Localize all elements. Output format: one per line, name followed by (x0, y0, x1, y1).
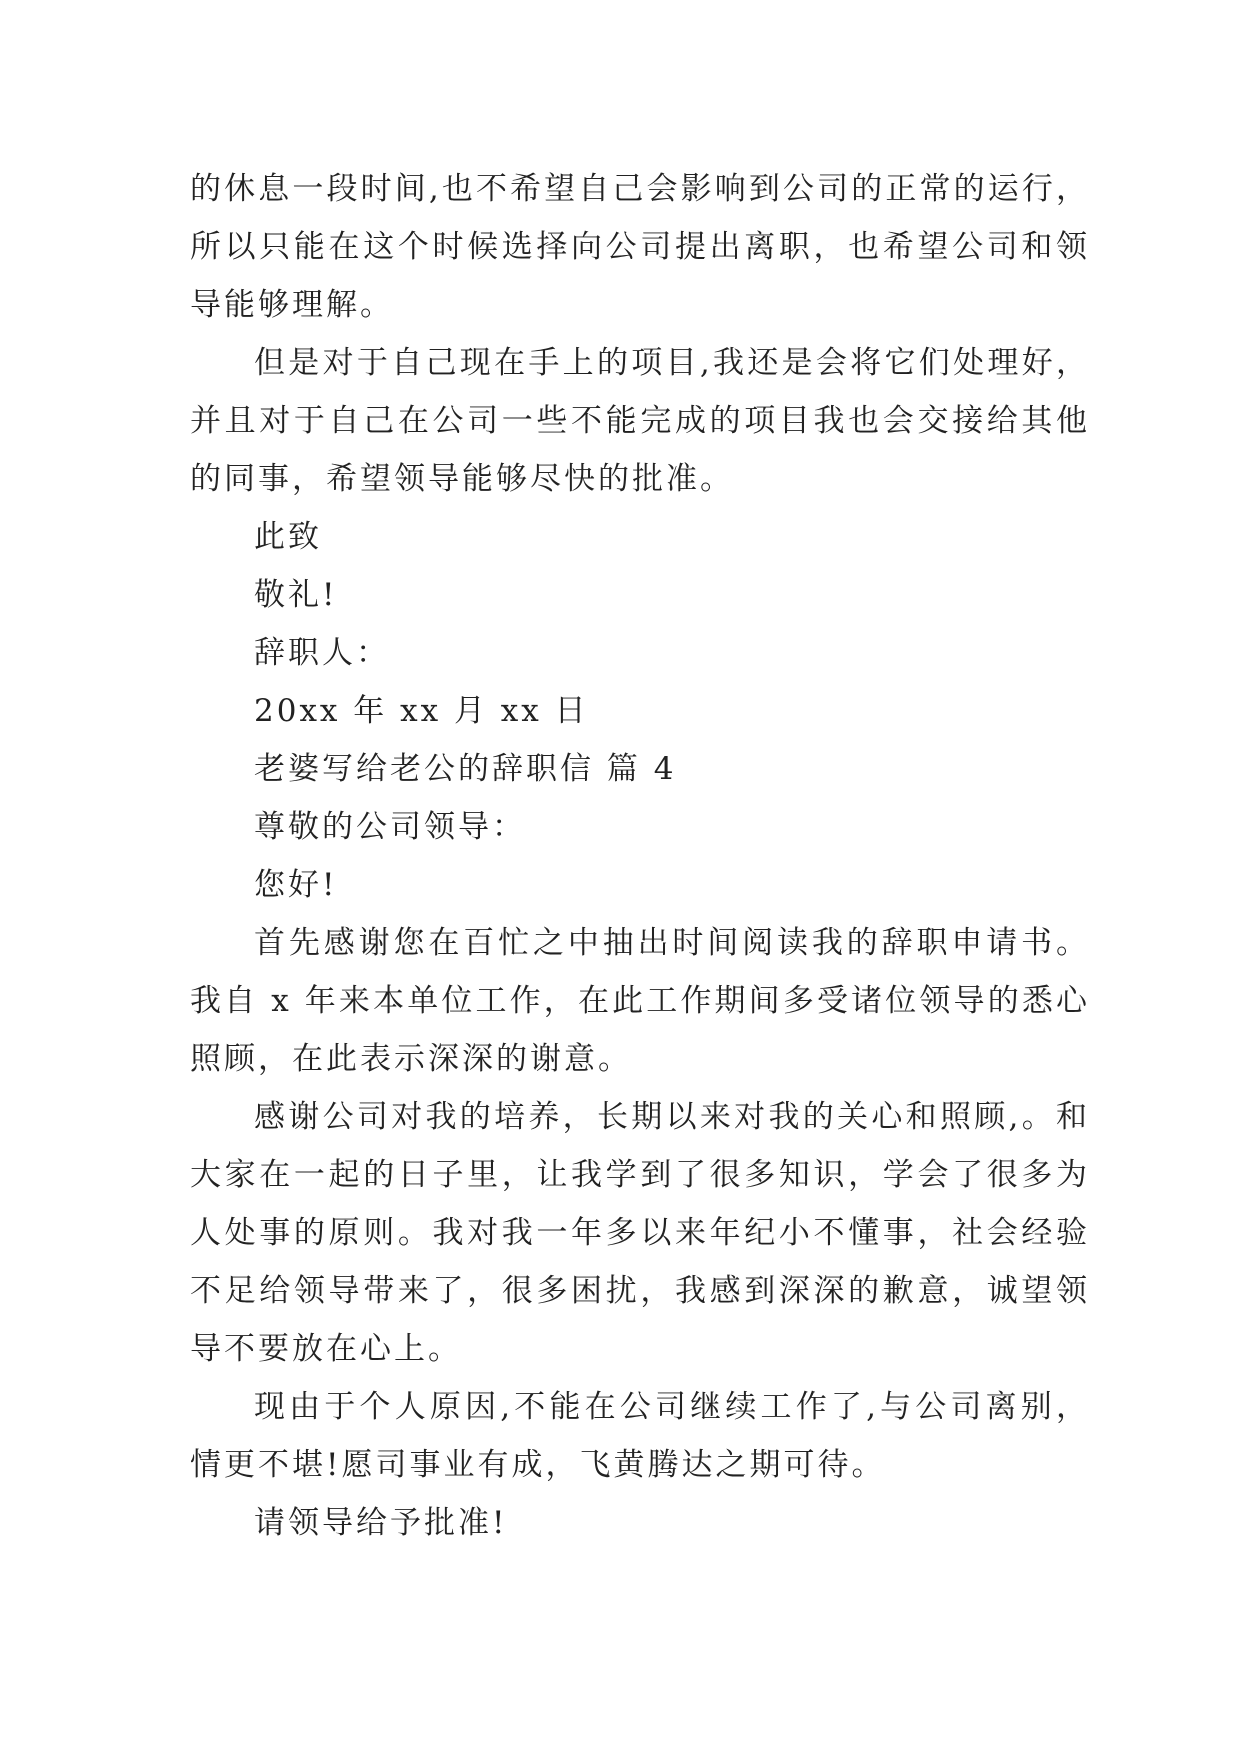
paragraph-thanks: 首先感谢您在百忙之中抽出时间阅读我的辞职申请书。我自 x 年来本单位工作，在此工作期间多受诸位领导的悉心照顾，在此表示深深的谢意。 (190, 925, 1090, 1077)
date-line: 20xx 年 xx 月 xx 日 (254, 693, 589, 729)
paragraph-gratitude: 感谢公司对我的培养，长期以来对我的关心和照顾,。和大家在一起的日子里，让我学到了很多知识，学会了很多为人处事的原则。我对我一年多以来年纪小不懂事，社会经验不足给领导带来了，很多困扰，我感到深深的歉意，诚望领导不要放在心上。 (190, 1099, 1090, 1367)
section-title: 老婆写给老公的辞职信 篇 4 (254, 751, 677, 787)
closing-salutation: 此致 (254, 519, 322, 555)
paragraph-request-approval: 请领导给予批准! (254, 1505, 508, 1541)
signature-label: 辞职人： (254, 635, 390, 671)
paragraph-reason: 现由于个人原因,不能在公司继续工作了,与公司离别，情更不堪!愿司事业有成，飞黄腾达之期可待。 (190, 1389, 1090, 1483)
paragraph-continuation: 的休息一段时间,也不希望自己会影响到公司的正常的运行，所以只能在这个时候选择向公司提出离职，也希望公司和领导能够理解。 (190, 171, 1090, 323)
letter-body (190, 160, 1090, 1552)
greeting-addressee: 尊敬的公司领导： (254, 809, 526, 845)
closing-regards: 敬礼! (254, 577, 338, 613)
paragraph-project-handover: 但是对于自己现在手上的项目,我还是会将它们处理好，并且对于自己在公司一些不能完成的项目我也会交接给其他的同事，希望领导能够尽快的批准。 (190, 345, 1090, 497)
greeting-hello: 您好! (254, 867, 338, 903)
